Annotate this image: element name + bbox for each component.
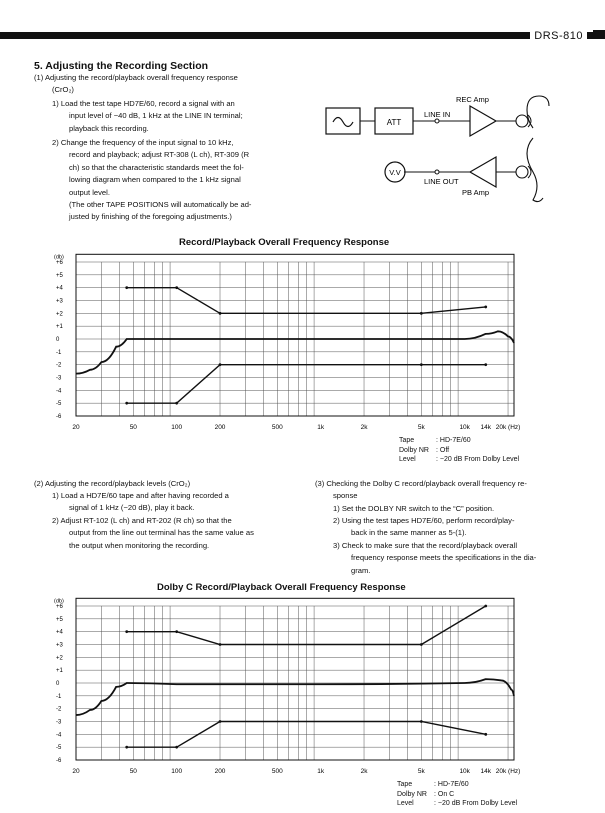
y-tick-label: -2	[56, 362, 62, 369]
upper-limit-point	[484, 605, 487, 608]
upper-limit-line	[127, 606, 486, 645]
rec-amp-label: REC Amp	[456, 95, 489, 104]
item1-heading-cont: (CrO₂)	[52, 85, 74, 94]
lower-limit-point	[420, 363, 423, 366]
y-tick-label: +5	[56, 272, 63, 279]
chart1-title: Record/Playback Overall Frequency Response	[179, 237, 390, 248]
rec-head-icon	[516, 115, 528, 127]
lower-limit-point	[420, 720, 423, 723]
line-out-terminal	[435, 170, 439, 174]
legend-value: : Off	[436, 446, 450, 454]
step-line: justed by finishing of the foregoing adjustments.)	[69, 212, 232, 222]
pb-amp-triangle	[470, 157, 496, 187]
heading-line: (3) Checking the Dolby C record/playback overall frequency re-	[315, 479, 527, 488]
block-diagram	[320, 88, 600, 210]
y-tick-label: -3	[56, 375, 62, 382]
chart2-legend	[397, 780, 517, 809]
lower-limit-point	[484, 733, 487, 736]
x-tick-label: 14k	[480, 768, 491, 775]
y-tick-label: 0	[56, 681, 60, 687]
y-tick-label: +2	[56, 655, 63, 662]
step-line: 1) Load a HD7E/60 tape and after having recorded a	[52, 491, 229, 500]
x-tick-label: 20k (Hz)	[495, 768, 521, 775]
item3-heading	[315, 478, 585, 503]
item3-step2	[333, 515, 585, 540]
plot-frame	[76, 254, 514, 416]
item3-step3	[333, 540, 585, 577]
x-tick-label: 200	[214, 424, 226, 431]
y-tick-label: +5	[56, 616, 63, 623]
y-tick-label: 0	[56, 337, 60, 343]
pb-amp-label: PB Amp	[462, 188, 490, 197]
vv-label: V.V	[389, 168, 401, 177]
y-tick-label: +3	[56, 642, 63, 649]
upper-limit-point	[420, 312, 423, 315]
x-tick-label: 2k	[360, 768, 368, 775]
y-axis-unit: (db)	[54, 598, 64, 605]
y-tick-label: +1	[56, 668, 63, 675]
heading-line: sponse	[333, 491, 358, 501]
item2-step1	[52, 490, 292, 515]
item2-step2	[52, 515, 292, 552]
item1-step2	[52, 137, 292, 224]
legend-value: : HD-7E/60	[436, 437, 471, 444]
step-line: back in the same manner as 5-(1).	[351, 528, 467, 538]
chart2-dolby-c-frequency-response	[52, 594, 542, 780]
y-tick-label: +6	[56, 604, 63, 610]
y-axis-unit: (db)	[54, 254, 64, 261]
upper-limit-point	[175, 630, 178, 633]
chart1-frequency-response	[52, 250, 542, 438]
lower-limit-line	[127, 365, 486, 404]
legend-key: Tape	[399, 437, 415, 444]
step-line: frequency response meets the specifications in the dia-	[351, 553, 537, 563]
x-tick-label: 5k	[417, 424, 425, 431]
x-tick-label: 2k	[360, 424, 368, 431]
model-label: DRS-810	[530, 30, 587, 42]
legend-key: Dolby NR	[397, 790, 427, 798]
step-line: gram.	[351, 565, 371, 575]
legend-key: Level	[399, 456, 416, 463]
y-tick-label: -4	[56, 388, 62, 395]
lower-limit-point	[219, 720, 222, 723]
section-title: 5. Adjusting the Recording Section	[34, 60, 209, 72]
lower-limit-point	[484, 363, 487, 366]
line-out-label: LINE OUT	[424, 177, 459, 186]
lower-limit-point	[125, 746, 128, 749]
item1-step1	[52, 98, 292, 135]
x-tick-label: 500	[271, 768, 283, 775]
x-tick-label: 20k (Hz)	[495, 424, 521, 431]
step-line: input level of −40 dB, 1 kHz at the LINE IN terminal;	[69, 111, 243, 121]
step-line: (The other TAPE POSITIONS will automatically be ad-	[69, 200, 252, 210]
sine-wave-icon	[333, 118, 353, 127]
pb-head-icon	[516, 166, 528, 178]
y-tick-label: -1	[56, 693, 62, 700]
x-tick-label: 500	[271, 424, 283, 431]
step-line: 1) Load the test tape HD7E/60, record a signal with an	[52, 99, 235, 108]
x-tick-label: 20	[72, 424, 80, 431]
step-line: ch) so that the characteristic standards meet the fol-	[69, 162, 244, 172]
upper-limit-point	[125, 630, 128, 633]
legend-key: Dolby NR	[399, 446, 429, 454]
step-line: signal of 1 kHz (−20 dB), play it back.	[69, 503, 195, 513]
item2-heading: (2) Adjusting the record/playback levels (CrO₂)	[34, 479, 191, 488]
chart2-title: Dolby C Record/Playback Overall Frequency Response	[157, 582, 406, 593]
upper-limit-point	[420, 643, 423, 646]
x-tick-label: 50	[129, 424, 137, 431]
y-tick-label: -6	[56, 758, 62, 764]
line-in-terminal	[435, 119, 439, 123]
step-line: output from the line out terminal has the same value as	[69, 528, 254, 538]
step-line: 3) Check to make sure that the record/playback overall	[333, 541, 518, 550]
header-bar	[0, 32, 605, 39]
y-tick-label: -5	[56, 745, 62, 752]
x-tick-label: 1k	[317, 768, 325, 775]
step-line: record and playback; adjust RT-308 (L ch), RT-309 (R	[69, 150, 250, 160]
x-tick-label: 10k	[459, 768, 470, 775]
lower-limit-point	[219, 363, 222, 366]
lower-limit-point	[175, 746, 178, 749]
x-tick-label: 50	[129, 768, 137, 775]
lower-limit-point	[175, 402, 178, 405]
step-line: the output when monitoring the recording.	[69, 540, 210, 550]
lower-limit-point	[125, 402, 128, 405]
response-curve	[76, 679, 514, 715]
line-in-label: LINE IN	[424, 110, 451, 119]
y-tick-label: -4	[56, 732, 62, 739]
legend-value: : −20 dB From Dolby Level	[434, 800, 518, 807]
x-tick-label: 200	[214, 768, 226, 775]
upper-limit-point	[484, 306, 487, 309]
x-tick-label: 10k	[459, 424, 470, 431]
plot-frame	[76, 598, 514, 760]
item3-step1: 1) Set the DOLBY NR switch to the “C” position.	[333, 504, 495, 513]
step-line: output level.	[69, 187, 110, 197]
y-tick-label: -5	[56, 401, 62, 408]
y-tick-label: -1	[56, 349, 62, 356]
x-tick-label: 5k	[417, 768, 425, 775]
response-curve	[76, 331, 514, 373]
att-label: ATT	[386, 118, 402, 127]
y-tick-label: -2	[56, 706, 62, 713]
upper-limit-point	[219, 312, 222, 315]
x-tick-label: 20	[72, 768, 80, 775]
x-tick-label: 100	[171, 768, 183, 775]
step-line: 2) Adjust RT-102 (L ch) and RT-202 (R ch) so that the	[52, 516, 232, 525]
legend-value: : On C	[434, 790, 455, 798]
y-tick-label: +4	[56, 285, 63, 292]
legend-value: : −20 dB From Dolby Level	[436, 456, 520, 463]
step-line: playback this recording.	[69, 123, 149, 133]
y-tick-label: +4	[56, 629, 63, 636]
step-line: 2) Using the test tapes HD7E/60, perform record/play-	[333, 516, 515, 525]
upper-limit-point	[175, 286, 178, 289]
legend-key: Level	[397, 800, 414, 807]
y-tick-label: +1	[56, 324, 63, 331]
y-tick-label: +2	[56, 311, 63, 318]
header-bar-end	[593, 30, 605, 39]
y-tick-label: -6	[56, 414, 62, 420]
step-line: 2) Change the frequency of the input signal to 10 kHz,	[52, 138, 234, 147]
rec-amp-triangle	[470, 106, 496, 136]
item1-heading: (1) Adjusting the record/playback overall frequency response	[34, 73, 238, 82]
upper-limit-point	[125, 286, 128, 289]
legend-key: Tape	[397, 781, 413, 788]
y-tick-label: +6	[56, 260, 63, 266]
x-tick-label: 14k	[480, 424, 491, 431]
upper-limit-point	[219, 643, 222, 646]
y-tick-label: +3	[56, 298, 63, 305]
x-tick-label: 1k	[317, 424, 325, 431]
step-line: lowing diagram when compared to the 1 kHz signal	[69, 175, 241, 185]
x-tick-label: 100	[171, 424, 183, 431]
legend-value: : HD-7E/60	[434, 781, 469, 788]
y-tick-label: -3	[56, 719, 62, 726]
chart1-legend	[399, 436, 519, 465]
